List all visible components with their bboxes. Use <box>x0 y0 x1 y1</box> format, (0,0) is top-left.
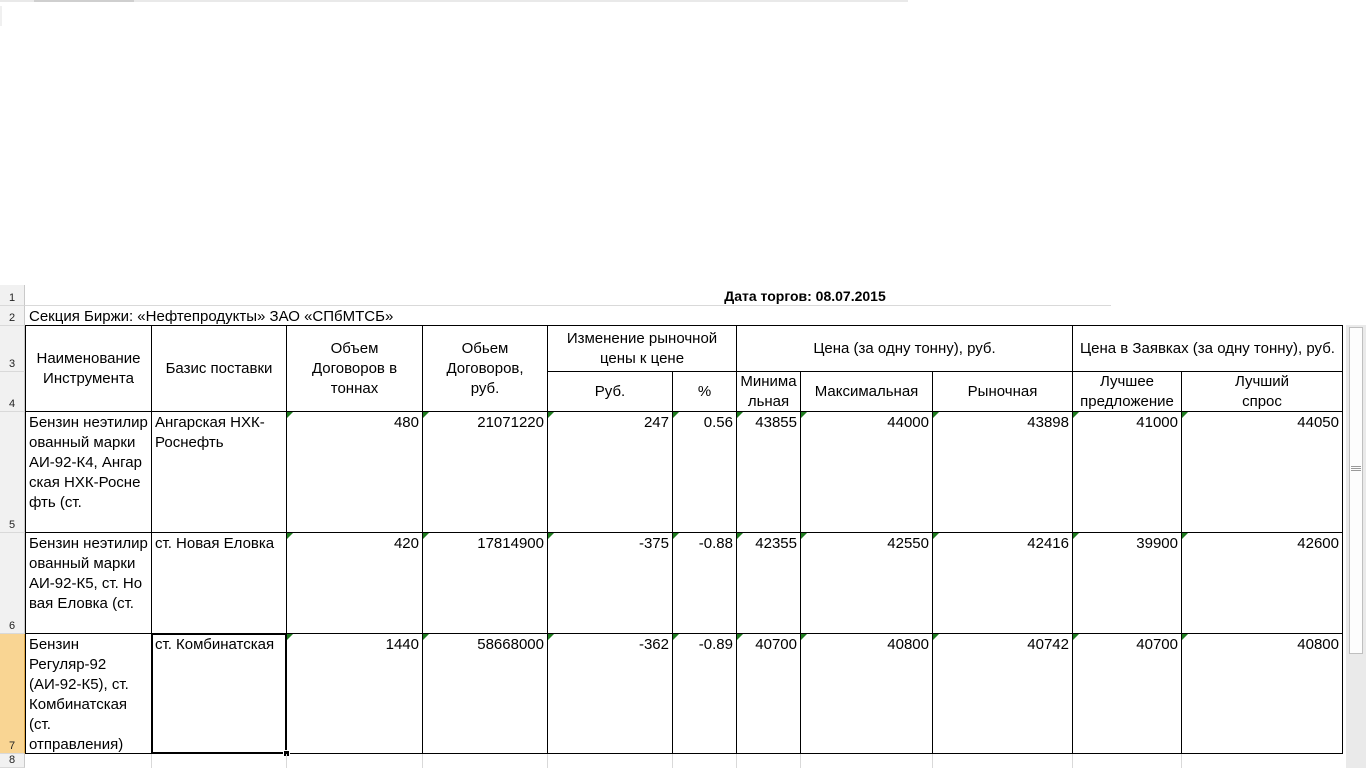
row7-volume-rub[interactable]: 58668000 <box>422 633 548 754</box>
row7-volume-tons[interactable]: 1440 <box>286 633 423 754</box>
row-header-6[interactable]: 6 <box>0 533 25 634</box>
row-header-7[interactable]: 7 <box>0 634 25 754</box>
header-volume-tons[interactable]: Объем Договоров в тоннах <box>286 325 423 412</box>
row-header-4[interactable]: 4 <box>0 372 25 412</box>
row5-best-bid[interactable]: 44050 <box>1181 411 1343 533</box>
row6-price-min[interactable]: 42355 <box>736 532 801 634</box>
row-header-5[interactable]: 5 <box>0 412 25 533</box>
row8-gridline <box>286 754 287 768</box>
ribbon-tab-edge <box>34 0 134 2</box>
ribbon-edge <box>0 0 908 2</box>
row7-price-min[interactable]: 40700 <box>736 633 801 754</box>
row6-price-market[interactable]: 42416 <box>932 532 1073 634</box>
row6-price-max[interactable]: 42550 <box>800 532 933 634</box>
row8-gridline <box>800 754 801 768</box>
header-instrument[interactable]: Наименование Инструмента <box>25 325 152 412</box>
row8-gridline <box>422 754 423 768</box>
header-price-max[interactable]: Максимальная <box>800 371 933 412</box>
row-header-2[interactable]: 2 <box>0 306 25 326</box>
row5-price-market[interactable]: 43898 <box>932 411 1073 533</box>
row-header-1[interactable]: 1 <box>0 285 25 306</box>
ribbon-divider <box>0 6 2 26</box>
row5-change-rub[interactable]: 247 <box>547 411 673 533</box>
row5-volume-rub[interactable]: 21071220 <box>422 411 548 533</box>
row7-price-max[interactable]: 40800 <box>800 633 933 754</box>
row6-instrument[interactable]: Бензин неэтилированный марки АИ-92-К5, ст. Новая Еловка (ст. <box>25 532 152 634</box>
row6-best-offer[interactable]: 39900 <box>1072 532 1182 634</box>
row8-gridline <box>151 754 152 768</box>
row7-change-rub[interactable]: -362 <box>547 633 673 754</box>
header-best-offer[interactable]: Лучшее предложение <box>1072 371 1182 412</box>
trade-date-title[interactable]: Дата торгов: 08.07.2015 <box>724 288 886 304</box>
header-price-change[interactable]: Изменение рыночной цены к цене <box>547 325 737 372</box>
row6-change-rub[interactable]: -375 <box>547 532 673 634</box>
row7-instrument[interactable]: Бензин Регуляр-92 (АИ-92-К5), ст. Комбинатская (ст. отправления) <box>25 633 152 754</box>
row8-gridline <box>932 754 933 768</box>
row7-price-market[interactable]: 40742 <box>932 633 1073 754</box>
row6-best-bid[interactable]: 42600 <box>1181 532 1343 634</box>
section-title[interactable]: Секция Биржи: «Нефтепродукты» ЗАО «СПбМТСБ» <box>29 308 394 325</box>
row5-volume-tons[interactable]: 480 <box>286 411 423 533</box>
row7-best-bid[interactable]: 40800 <box>1181 633 1343 754</box>
row7-change-pct[interactable]: -0.89 <box>672 633 737 754</box>
header-change-pct[interactable]: % <box>672 371 737 412</box>
header-price-min[interactable]: Минимальная <box>736 371 801 412</box>
header-price-market[interactable]: Рыночная <box>932 371 1073 412</box>
row-header-8[interactable]: 8 <box>0 754 25 768</box>
scrollbar-grip-icon <box>1351 466 1361 472</box>
row7-basis-selected[interactable]: ст. Комбинатская <box>151 633 287 754</box>
row6-change-pct[interactable]: -0.88 <box>672 532 737 634</box>
row8-gridline <box>1181 754 1182 768</box>
row5-price-min[interactable]: 43855 <box>736 411 801 533</box>
row7-best-offer[interactable]: 40700 <box>1072 633 1182 754</box>
row8-gridline <box>547 754 548 768</box>
row6-volume-rub[interactable]: 17814900 <box>422 532 548 634</box>
row5-instrument[interactable]: Бензин неэтилированный марки АИ-92-К4, Ангарская НХК-Роснефть (ст. <box>25 411 152 533</box>
row8-gridline <box>672 754 673 768</box>
row5-best-offer[interactable]: 41000 <box>1072 411 1182 533</box>
header-price-per-ton[interactable]: Цена (за одну тонну), руб. <box>736 325 1073 372</box>
header-bids-price[interactable]: Цена в Заявках (за одну тонну), руб. <box>1072 325 1343 372</box>
header-basis[interactable]: Базис поставки <box>151 325 287 412</box>
row8-gridline <box>1072 754 1073 768</box>
row6-basis[interactable]: ст. Новая Еловка <box>151 532 287 634</box>
row-header-3[interactable]: 3 <box>0 326 25 372</box>
row8-gridline <box>736 754 737 768</box>
row5-price-max[interactable]: 44000 <box>800 411 933 533</box>
row5-change-pct[interactable]: 0.56 <box>672 411 737 533</box>
header-best-bid[interactable]: Лучший спрос <box>1181 371 1343 412</box>
row6-volume-tons[interactable]: 420 <box>286 532 423 634</box>
header-volume-rub[interactable]: Обьем Договоров, руб. <box>422 325 548 412</box>
row5-basis[interactable]: Ангарская НХК-Роснефть <box>151 411 287 533</box>
header-change-rub[interactable]: Руб. <box>547 371 673 412</box>
scrollbar-thumb[interactable] <box>1349 327 1363 654</box>
